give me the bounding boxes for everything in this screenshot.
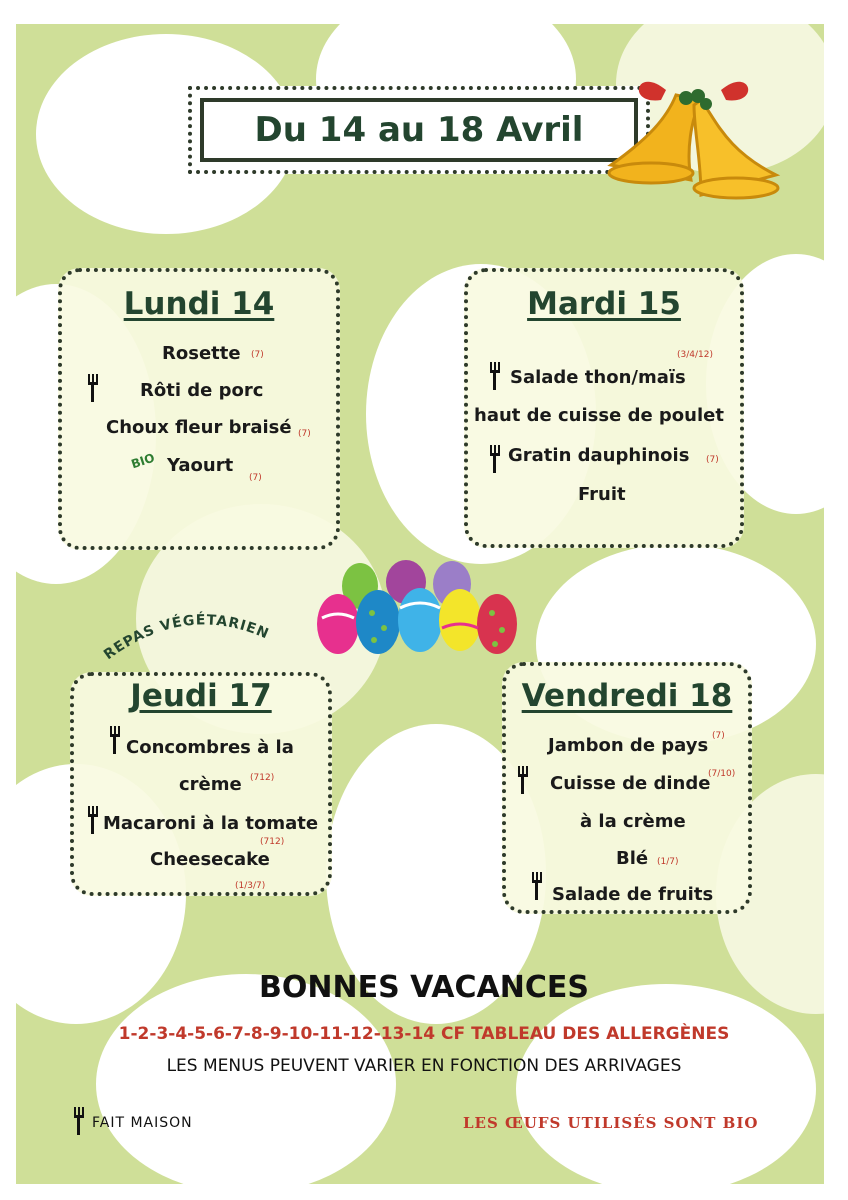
oeufs-bio-note: LES ŒUFS UTILISÉS SONT BIO: [463, 1114, 759, 1132]
dish-cheesecake: Cheesecake: [150, 849, 270, 870]
dish-roti-de-porc: Rôti de porc: [140, 380, 264, 401]
fork-icon: [86, 806, 100, 834]
svg-text:REPAS VÉGÉTARIEN: [101, 611, 271, 663]
fork-icon: [86, 374, 100, 402]
fork-icon: [516, 766, 530, 794]
title-box: [188, 86, 650, 174]
dish-jambon: Jambon de pays: [548, 735, 709, 756]
fork-icon: [530, 872, 544, 900]
dish-cuisse-poulet: haut de cuisse de poulet: [474, 405, 724, 426]
day-title-jeudi: Jeudi 17: [130, 678, 272, 714]
easter-eggs-icon: [312, 558, 520, 658]
dish-concombres: Concombres à la: [126, 737, 294, 758]
fork-icon: [488, 362, 502, 390]
dish-gratin: Gratin dauphinois: [508, 445, 690, 466]
dish-salade-fruits: Salade de fruits: [552, 884, 714, 905]
dish-rosette: Rosette: [162, 343, 241, 364]
fork-icon: [72, 1107, 86, 1135]
allergen-rosette: (7): [251, 350, 264, 360]
page-title: Du 14 au 18 Avril: [200, 98, 638, 162]
allergen-gratin: (7): [706, 455, 719, 465]
dish-choux-fleur: Choux fleur braisé: [106, 417, 292, 438]
dish-ble: Blé: [616, 848, 649, 869]
allergen-cuisse-dinde: (7/10): [708, 769, 736, 779]
day-title-vendredi: Vendredi 18: [521, 678, 733, 714]
fait-maison-legend: FAIT MAISON: [92, 1115, 193, 1131]
allergen-ble: (1/7): [657, 857, 679, 867]
allergen-jambon: (7): [712, 731, 725, 741]
dish-salade-thon: Salade thon/maïs: [510, 367, 686, 388]
dish-a-la-creme: à la crème: [580, 811, 686, 832]
allergen-salade-thon: (3/4/12): [677, 350, 713, 360]
dish-fruit: Fruit: [578, 484, 626, 505]
allergen-yaourt: (7): [249, 473, 262, 483]
day-title-lundi: Lundi 14: [123, 286, 275, 322]
allergen-macaroni: (712): [260, 837, 285, 847]
fork-icon: [108, 726, 122, 754]
bio-tag: BIO: [129, 450, 157, 472]
vegetarian-label: [98, 598, 308, 668]
allergen-reference: 1-2-3-4-5-6-7-8-9-10-11-12-13-14 CF TABLEAU DES ALLERGÈNES: [118, 1024, 730, 1044]
fork-icon: [488, 445, 502, 473]
bonnes-vacances: BONNES VACANCES: [259, 970, 589, 1005]
day-card-lundi: [58, 268, 340, 550]
dish-concombres-creme: crème: [179, 774, 242, 795]
day-title-mardi: Mardi 15: [527, 286, 681, 322]
vegetarian-text: REPAS VÉGÉTARIEN: [101, 612, 272, 664]
dish-cuisse-dinde: Cuisse de dinde: [550, 773, 711, 794]
allergen-concombres: (712): [250, 773, 275, 783]
menu-variation-note: LES MENUS PEUVENT VARIER EN FONCTION DES ARRIVAGES: [166, 1056, 682, 1076]
allergen-cheesecake: (1/3/7): [235, 881, 266, 891]
dish-macaroni: Macaroni à la tomate: [103, 813, 319, 834]
dish-yaourt: Yaourt: [167, 455, 234, 476]
bells-icon: [606, 60, 781, 210]
allergen-choux-fleur: (7): [298, 429, 311, 439]
